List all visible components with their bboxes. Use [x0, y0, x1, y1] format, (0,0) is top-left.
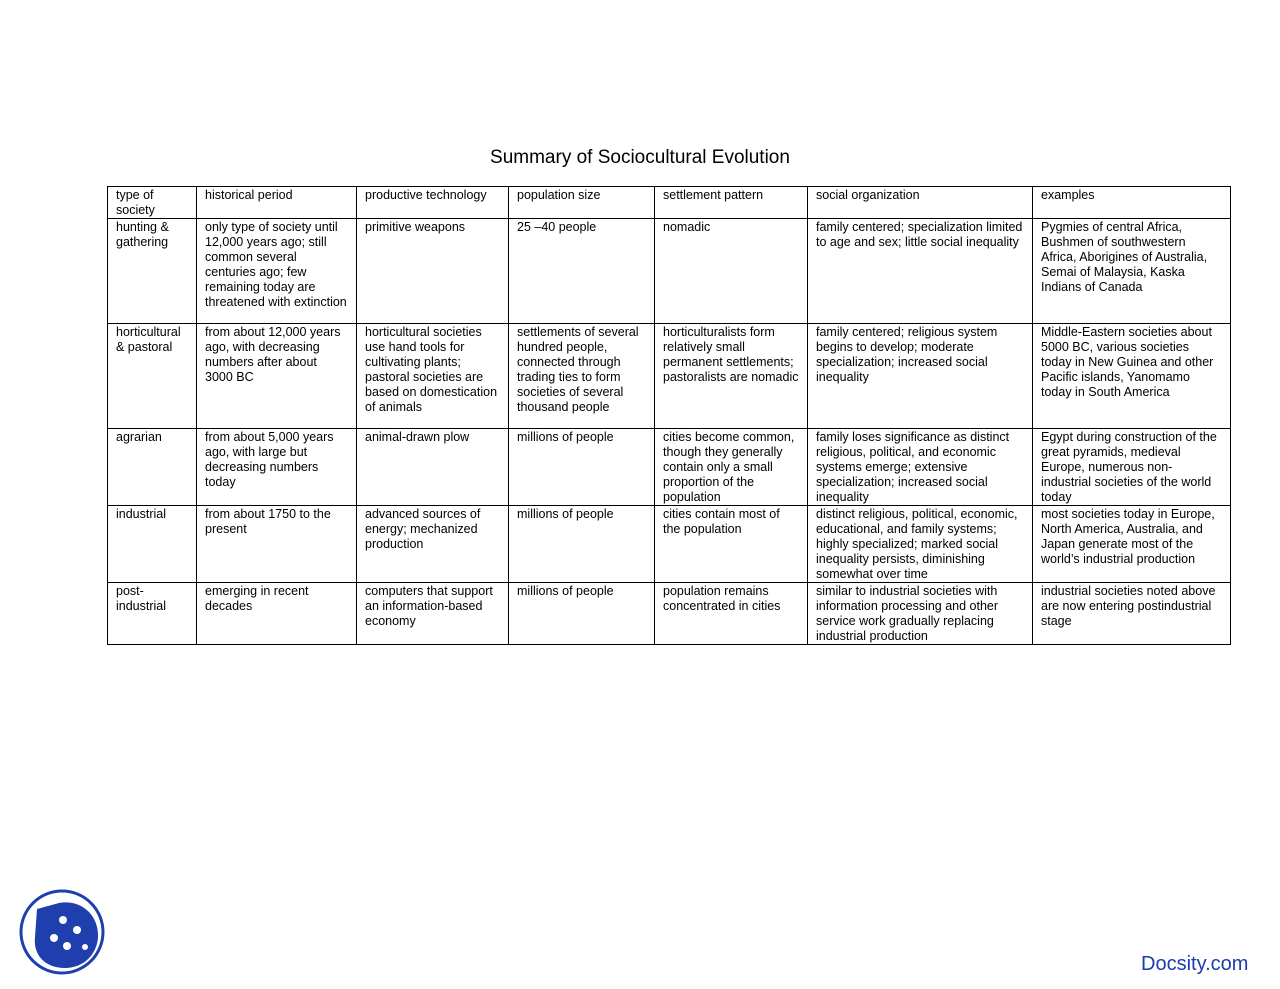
table-cell: Egypt during construction of the great pyramids, medieval Europe, numerous non-industrial societies of the world today: [1033, 429, 1231, 506]
table-row: [108, 583, 1231, 645]
docsity-logo-icon[interactable]: [19, 889, 107, 977]
docsity-brand-link[interactable]: Docsity.com: [1141, 953, 1249, 975]
table-cell: horticultural societies use hand tools for cultivating plants; pastoral societies are based on domestication of animals: [357, 324, 509, 429]
table-cell: settlements of several hundred people, connected through trading ties to form societies of several thousand people: [509, 324, 655, 429]
table-cell: from about 1750 to the present: [197, 506, 357, 583]
table-cell: horticultural & pastoral: [108, 324, 197, 429]
summary-table: [107, 186, 1231, 645]
page-title: Summary of Sociocultural Evolution: [490, 147, 790, 168]
table-cell: cities become common, though they generally contain only a small proportion of the population: [655, 429, 808, 506]
table-cell: animal-drawn plow: [357, 429, 509, 506]
table-row: [108, 324, 1231, 429]
table-cell: Middle-Eastern societies about 5000 BC, various societies today in New Guinea and other Pacific islands, Yanomamo today in South America: [1033, 324, 1231, 429]
table-cell: agrarian: [108, 429, 197, 506]
header-type-of-society: type of society: [108, 187, 197, 219]
table-cell: millions of people: [509, 506, 655, 583]
table-cell: cities contain most of the population: [655, 506, 808, 583]
table-cell: similar to industrial societies with information processing and other service work gradually replacing industrial production: [808, 583, 1033, 645]
table-row: [108, 429, 1231, 506]
table-row: [108, 506, 1231, 583]
table-cell: computers that support an information-based economy: [357, 583, 509, 645]
table-cell: from about 12,000 years ago, with decreasing numbers after about 3000 BC: [197, 324, 357, 429]
header-settlement-pattern: settlement pattern: [655, 187, 808, 219]
table-cell: only type of society until 12,000 years ago; still common several centuries ago; few remaining today are threatened with extinction: [197, 219, 357, 324]
header-examples: examples: [1033, 187, 1231, 219]
table-cell: primitive weapons: [357, 219, 509, 324]
table-cell: family loses significance as distinct religious, political, and economic systems emerge; extensive specialization; increased social inequality: [808, 429, 1033, 506]
table-cell: advanced sources of energy; mechanized production: [357, 506, 509, 583]
table-cell: nomadic: [655, 219, 808, 324]
table-cell: 25 –40 people: [509, 219, 655, 324]
table-cell: millions of people: [509, 583, 655, 645]
table-cell: horticulturalists form relatively small permanent settlements; pastoralists are nomadic: [655, 324, 808, 429]
table-cell: emerging in recent decades: [197, 583, 357, 645]
table-cell: family centered; specialization limited to age and sex; little social inequality: [808, 219, 1033, 324]
table-cell: most societies today in Europe, North America, Australia, and Japan generate most of the world’s industrial production: [1033, 506, 1231, 583]
table-cell: post-industrial: [108, 583, 197, 645]
table-cell: industrial: [108, 506, 197, 583]
table-row: [108, 219, 1231, 324]
table-cell: family centered; religious system begins to develop; moderate specialization; increased social inequality: [808, 324, 1033, 429]
docsity-logo-icon: [19, 889, 107, 977]
header-historical-period: historical period: [197, 187, 357, 219]
table-cell: Pygmies of central Africa, Bushmen of southwestern Africa, Aborigines of Australia, Semai of Malaysia, Kaska Indians of Canada: [1033, 219, 1231, 324]
table-cell: industrial societies noted above are now entering postindustrial stage: [1033, 583, 1231, 645]
table-cell: from about 5,000 years ago, with large but decreasing numbers today: [197, 429, 357, 506]
table-header-row: [108, 187, 1231, 219]
table-cell: population remains concentrated in cities: [655, 583, 808, 645]
header-social-organization: social organization: [808, 187, 1033, 219]
header-productive-technology: productive technology: [357, 187, 509, 219]
header-population-size: population size: [509, 187, 655, 219]
table-cell: distinct religious, political, economic, educational, and family systems; highly specialized; marked social inequality persists, diminishing somewhat over time: [808, 506, 1033, 583]
table-cell: millions of people: [509, 429, 655, 506]
table-cell: hunting & gathering: [108, 219, 197, 324]
